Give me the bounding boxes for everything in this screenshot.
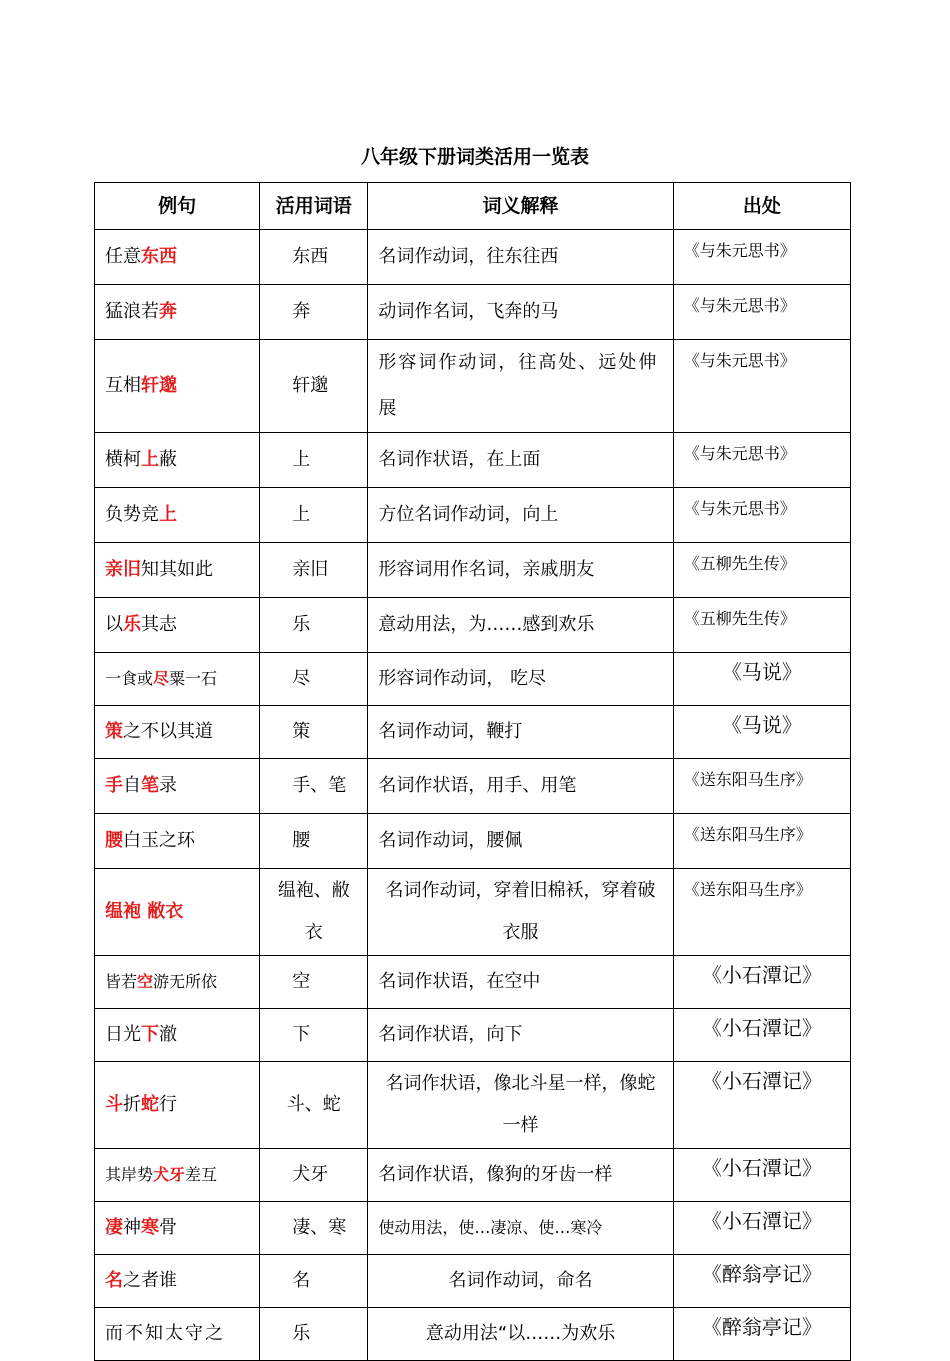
highlighted-word: 尽 — [153, 669, 170, 688]
word-cell: 乐 — [260, 1308, 368, 1361]
source-cell: 《送东阳马生序》 — [673, 869, 850, 956]
table-header-row — [95, 183, 851, 230]
example-cell — [95, 956, 260, 1009]
example-text: 互相 — [105, 375, 141, 396]
page-title: 八年级下册词类活用一览表 — [360, 146, 589, 168]
example-cell — [95, 285, 260, 340]
highlighted-word: 凄 — [105, 1217, 123, 1238]
word-cell: 策 — [260, 706, 368, 759]
source-cell: 《小石潭记》 — [673, 1062, 850, 1149]
source-cell: 《与朱元思书》 — [673, 488, 850, 543]
example-text: 横柯 — [105, 449, 141, 470]
meaning-cell: 使动用法，使…凄凉、使…寒冷 — [368, 1202, 673, 1255]
header-source: 出处 — [673, 183, 850, 230]
word-cell: 名 — [260, 1255, 368, 1308]
example-cell — [95, 1062, 260, 1149]
meaning-cell: 形容词作动词，往高处、远处伸展 — [368, 340, 673, 433]
source-cell: 《醉翁亭记》 — [673, 1308, 850, 1361]
word-cell: 缊袍、敝衣 — [260, 869, 368, 956]
source-cell: 《五柳先生传》 — [673, 543, 850, 598]
example-text: 一食或 — [105, 669, 154, 688]
table-row — [95, 1009, 851, 1062]
meaning-cell: 形容词作动词， 吃尽 — [368, 653, 673, 706]
example-text: 自 — [123, 775, 141, 796]
table-row — [95, 1149, 851, 1202]
source-cell: 《小石潭记》 — [673, 1149, 850, 1202]
example-text: 以 — [105, 614, 123, 635]
table-row — [95, 488, 851, 543]
word-cell: 手、笔 — [260, 759, 368, 814]
highlighted-word: 策 — [105, 721, 123, 742]
table-row — [95, 956, 851, 1009]
word-cell: 东西 — [260, 230, 368, 285]
meaning-cell: 意动用法“以……为欢乐 — [368, 1308, 673, 1361]
example-text: 澈 — [159, 1024, 177, 1045]
source-cell: 《五柳先生传》 — [673, 598, 850, 653]
word-cell: 下 — [260, 1009, 368, 1062]
highlighted-word: 空 — [137, 972, 154, 991]
highlighted-word: 轩邈 — [141, 375, 177, 396]
word-cell: 犬牙 — [260, 1149, 368, 1202]
example-text: 日光 — [105, 1024, 141, 1045]
source-cell: 《小石潭记》 — [673, 956, 850, 1009]
example-text: 白玉之环 — [123, 830, 195, 851]
example-text: 行 — [159, 1094, 177, 1115]
meaning-cell: 名词作状语，像狗的牙齿一样 — [368, 1149, 673, 1202]
meaning-cell: 形容词用作名词，亲戚朋友 — [368, 543, 673, 598]
meaning-cell: 名词作状语，在空中 — [368, 956, 673, 1009]
table-row — [95, 285, 851, 340]
example-text: 其志 — [141, 614, 177, 635]
highlighted-word: 乐 — [123, 614, 141, 635]
source-cell: 《与朱元思书》 — [673, 433, 850, 488]
table-row — [95, 1202, 851, 1255]
meaning-cell: 动词作名词，飞奔的马 — [368, 285, 673, 340]
word-cell: 亲旧 — [260, 543, 368, 598]
highlighted-word: 笔 — [141, 775, 159, 796]
meaning-cell: 方位名词作动词，向上 — [368, 488, 673, 543]
example-cell — [95, 433, 260, 488]
example-cell — [95, 1255, 260, 1308]
source-cell: 《小石潭记》 — [673, 1202, 850, 1255]
example-text: 折 — [123, 1094, 141, 1115]
table-row — [95, 1062, 851, 1149]
example-cell — [95, 706, 260, 759]
word-cell: 凄、寒 — [260, 1202, 368, 1255]
highlighted-word: 腰 — [105, 830, 123, 851]
word-cell: 斗、蛇 — [260, 1062, 368, 1149]
example-cell — [95, 230, 260, 285]
highlighted-word: 亲旧 — [105, 559, 141, 580]
example-cell — [95, 598, 260, 653]
highlighted-word: 缊袍 敝衣 — [105, 901, 184, 922]
example-cell — [95, 543, 260, 598]
table-row — [95, 433, 851, 488]
table-row — [95, 543, 851, 598]
meaning-cell: 名词作动词，腰佩 — [368, 814, 673, 869]
example-cell — [95, 869, 260, 956]
highlighted-word: 奔 — [159, 301, 177, 322]
highlighted-word: 蛇 — [141, 1094, 159, 1115]
word-cell: 腰 — [260, 814, 368, 869]
meaning-cell: 名词作动词，命名 — [368, 1255, 673, 1308]
example-cell — [95, 814, 260, 869]
example-text: 神 — [123, 1217, 141, 1238]
source-cell: 《与朱元思书》 — [673, 285, 850, 340]
example-text: 骨 — [159, 1217, 177, 1238]
table-row — [95, 706, 851, 759]
example-text: 粟一石 — [169, 669, 218, 688]
example-text: 而不知太守之 — [105, 1323, 225, 1344]
highlighted-word: 下 — [141, 1024, 159, 1045]
example-cell — [95, 759, 260, 814]
word-cell: 奔 — [260, 285, 368, 340]
example-text: 录 — [159, 775, 177, 796]
highlighted-word: 犬牙 — [153, 1165, 186, 1184]
table-row — [95, 1255, 851, 1308]
word-cell: 乐 — [260, 598, 368, 653]
example-text: 游无所依 — [153, 972, 218, 991]
example-text: 负势竞 — [105, 504, 159, 525]
highlighted-word: 斗 — [105, 1094, 123, 1115]
example-text: 皆若 — [105, 972, 138, 991]
example-text: 之不以其道 — [123, 721, 213, 742]
meaning-cell: 名词作状语，向下 — [368, 1009, 673, 1062]
example-text: 任意 — [105, 246, 141, 267]
example-cell — [95, 1149, 260, 1202]
table-row — [95, 653, 851, 706]
header-meaning: 词义解释 — [368, 183, 673, 230]
example-text: 之者谁 — [123, 1270, 177, 1291]
example-text: 知其如此 — [141, 559, 213, 580]
source-cell: 《与朱元思书》 — [673, 230, 850, 285]
table-row — [95, 1308, 851, 1361]
example-cell — [95, 340, 260, 433]
example-cell — [95, 1308, 260, 1361]
example-text: 蔽 — [159, 449, 177, 470]
example-cell — [95, 1009, 260, 1062]
source-cell: 《与朱元思书》 — [673, 340, 850, 433]
table-row — [95, 759, 851, 814]
meaning-cell: 名词作状语，在上面 — [368, 433, 673, 488]
highlighted-word: 手 — [105, 775, 123, 796]
header-example: 例句 — [95, 183, 260, 230]
example-cell — [95, 1202, 260, 1255]
meaning-cell: 意动用法，为……感到欢乐 — [368, 598, 673, 653]
word-cell: 轩邈 — [260, 340, 368, 433]
source-cell: 《马说》 — [673, 653, 850, 706]
word-cell: 上 — [260, 433, 368, 488]
table-row — [95, 814, 851, 869]
table-row — [95, 230, 851, 285]
word-cell: 上 — [260, 488, 368, 543]
highlighted-word: 寒 — [141, 1217, 159, 1238]
source-cell: 《送东阳马生序》 — [673, 814, 850, 869]
source-cell: 《小石潭记》 — [673, 1009, 850, 1062]
word-cell: 尽 — [260, 653, 368, 706]
highlighted-word: 东西 — [141, 246, 177, 267]
highlighted-word: 上 — [141, 449, 159, 470]
highlighted-word: 名 — [105, 1270, 123, 1291]
example-text: 猛浪若 — [105, 301, 159, 322]
example-text: 其岸势 — [105, 1165, 154, 1184]
table-row — [95, 869, 851, 956]
example-text: 差互 — [185, 1165, 218, 1184]
source-cell: 《醉翁亭记》 — [673, 1255, 850, 1308]
table-row — [95, 340, 851, 433]
table-row — [95, 598, 851, 653]
source-cell: 《送东阳马生序》 — [673, 759, 850, 814]
word-usage-table — [94, 182, 851, 1361]
meaning-cell: 名词作动词，往东往西 — [368, 230, 673, 285]
header-word: 活用词语 — [260, 183, 368, 230]
meaning-cell: 名词作状语，用手、用笔 — [368, 759, 673, 814]
meaning-cell: 名词作状语，像北斗星一样，像蛇一样 — [368, 1062, 673, 1149]
highlighted-word: 上 — [159, 504, 177, 525]
example-cell — [95, 488, 260, 543]
word-cell: 空 — [260, 956, 368, 1009]
example-cell — [95, 653, 260, 706]
meaning-cell: 名词作动词，穿着旧棉袄，穿着破衣服 — [368, 869, 673, 956]
source-cell: 《马说》 — [673, 706, 850, 759]
meaning-cell: 名词作动词，鞭打 — [368, 706, 673, 759]
